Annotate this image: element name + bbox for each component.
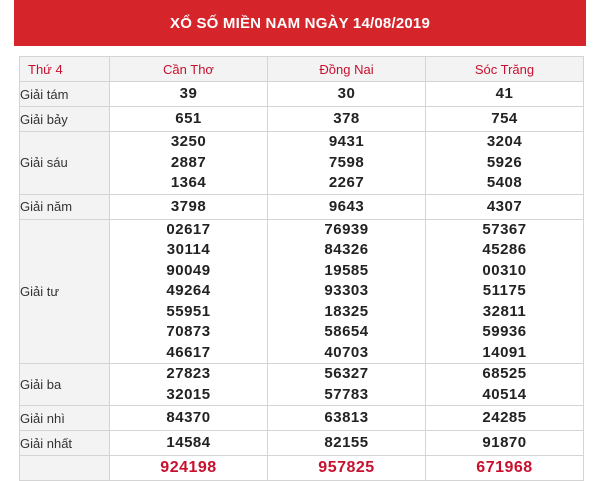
prize-number: 924198 xyxy=(160,459,217,476)
prize-number: 57783 xyxy=(324,385,369,403)
prize-number: 754 xyxy=(491,110,518,127)
prize-number: 91870 xyxy=(482,434,527,451)
prize-number: 3798 xyxy=(170,197,207,215)
province-can-tho[interactable]: Cần Thơ xyxy=(110,57,268,82)
prize-cell xyxy=(426,132,584,195)
prize-cell xyxy=(268,107,426,132)
prize-cell xyxy=(110,406,268,431)
prize-cell xyxy=(268,406,426,431)
prize-number: 55951 xyxy=(166,302,211,320)
prize-cell xyxy=(110,364,268,406)
prize-row xyxy=(20,82,584,107)
prize-number: 57367 xyxy=(482,220,527,238)
prize-row xyxy=(20,364,584,406)
prize-cell xyxy=(110,431,268,456)
prize-cell xyxy=(268,132,426,195)
prize-number: 14091 xyxy=(482,343,527,361)
prize-cell xyxy=(426,456,584,481)
prize-number: 5408 xyxy=(486,174,523,191)
prize-label xyxy=(20,456,110,481)
prize-number: 1364 xyxy=(170,174,207,191)
prize-number: 49264 xyxy=(166,282,211,299)
prize-number: 02617 xyxy=(166,220,211,238)
prize-number: 76939 xyxy=(324,220,369,238)
prize-cell xyxy=(268,431,426,456)
prize-number: 651 xyxy=(175,110,202,127)
prize-label: Giải nhất xyxy=(20,431,110,456)
prize-cell xyxy=(268,219,426,364)
province-dong-nai[interactable]: Đồng Nai xyxy=(268,57,426,82)
prize-cell xyxy=(426,364,584,406)
prize-number: 14584 xyxy=(166,434,211,451)
prize-number: 30 xyxy=(337,85,356,102)
prize-cell xyxy=(426,431,584,456)
prize-rows xyxy=(20,82,584,481)
prize-number: 2267 xyxy=(328,174,365,191)
prize-cell xyxy=(268,194,426,219)
prize-number: 19585 xyxy=(324,261,369,279)
prize-number: 7598 xyxy=(328,153,365,171)
prize-number: 378 xyxy=(333,110,360,127)
prize-cell xyxy=(426,107,584,132)
day-label: Thứ 4 xyxy=(20,57,110,82)
prize-number: 9431 xyxy=(328,133,365,150)
prize-number: 671968 xyxy=(476,459,533,476)
prize-label: Giải tám xyxy=(20,82,110,107)
prize-number: 32015 xyxy=(166,385,211,403)
prize-label: Giải năm xyxy=(20,194,110,219)
prize-number: 70873 xyxy=(166,323,211,340)
prize-number: 39 xyxy=(179,85,198,102)
prize-cell xyxy=(268,364,426,406)
prize-number: 46617 xyxy=(166,343,211,361)
page-title: XỔ SỐ MIỀN NAM NGÀY 14/08/2019 xyxy=(14,0,586,46)
prize-number: 5926 xyxy=(486,153,523,171)
prize-cell xyxy=(110,219,268,364)
prize-number: 40703 xyxy=(324,343,369,361)
prize-cell xyxy=(426,194,584,219)
prize-cell xyxy=(426,82,584,107)
prize-cell xyxy=(268,456,426,481)
province-soc-trang[interactable]: Sóc Trăng xyxy=(426,57,584,82)
prize-number: 93303 xyxy=(324,282,369,299)
prize-number: 45286 xyxy=(482,241,527,258)
prize-number: 3204 xyxy=(486,133,523,150)
prize-cell xyxy=(110,132,268,195)
prize-cell xyxy=(426,406,584,431)
prize-number: 00310 xyxy=(482,261,527,279)
prize-row xyxy=(20,431,584,456)
prize-number: 68525 xyxy=(482,365,527,382)
prize-number: 51175 xyxy=(482,282,527,299)
prize-number: 56327 xyxy=(324,365,369,382)
prize-row xyxy=(20,456,584,481)
prize-row xyxy=(20,406,584,431)
prize-number: 84370 xyxy=(166,409,211,426)
prize-cell xyxy=(110,82,268,107)
prize-number: 84326 xyxy=(324,241,369,258)
prize-number: 32811 xyxy=(482,302,527,320)
prize-cell xyxy=(268,82,426,107)
prize-cell xyxy=(110,107,268,132)
prize-cell xyxy=(110,194,268,219)
prize-label: Giải sáu xyxy=(20,132,110,195)
prize-row xyxy=(20,219,584,364)
prize-cell xyxy=(426,219,584,364)
prize-number: 30114 xyxy=(166,241,211,258)
prize-row xyxy=(20,194,584,219)
prize-label: Giải bảy xyxy=(20,107,110,132)
prize-row xyxy=(20,132,584,195)
prize-label: Giải ba xyxy=(20,364,110,406)
prize-row xyxy=(20,107,584,132)
prize-number: 957825 xyxy=(318,459,375,476)
prize-number: 2887 xyxy=(170,153,207,171)
prize-number: 90049 xyxy=(166,261,211,279)
prize-number: 40514 xyxy=(482,385,527,403)
prize-number: 41 xyxy=(495,85,514,102)
prize-number: 27823 xyxy=(166,365,211,382)
prize-number: 18325 xyxy=(324,302,369,320)
prize-cell xyxy=(110,456,268,481)
table-header-row xyxy=(20,57,584,82)
prize-number: 4307 xyxy=(486,197,523,215)
prize-label: Giải nhì xyxy=(20,406,110,431)
prize-label: Giải tư xyxy=(20,219,110,364)
prize-number: 59936 xyxy=(482,323,527,340)
prize-number: 58654 xyxy=(324,323,369,340)
prize-number: 9643 xyxy=(328,197,365,215)
prize-number: 63813 xyxy=(324,409,369,426)
prize-number: 82155 xyxy=(324,434,369,451)
results-table xyxy=(19,56,584,481)
prize-number: 24285 xyxy=(482,409,527,426)
prize-number: 3250 xyxy=(170,133,207,150)
